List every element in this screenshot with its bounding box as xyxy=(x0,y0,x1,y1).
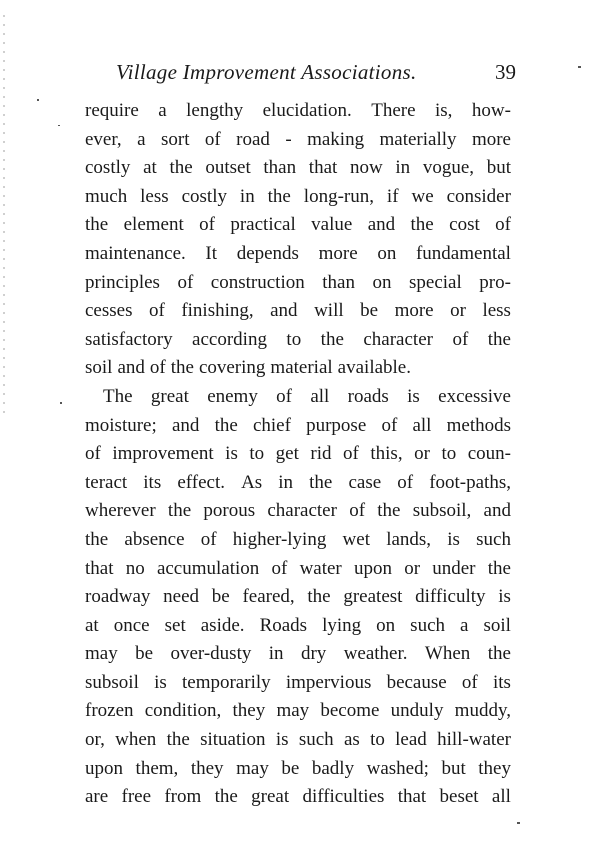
word: and xyxy=(483,500,511,522)
scan-speck xyxy=(517,822,520,824)
word: of xyxy=(461,671,478,693)
word: they xyxy=(478,757,511,779)
word: dry xyxy=(300,643,327,665)
word: porous xyxy=(203,500,256,522)
word: roads xyxy=(347,385,389,407)
word: because xyxy=(386,671,447,693)
word: making xyxy=(307,128,365,150)
text-line xyxy=(85,326,511,355)
word: the xyxy=(85,214,109,236)
word: available. xyxy=(337,357,411,379)
word: the xyxy=(410,214,434,236)
scan-speck xyxy=(60,402,62,404)
text-line xyxy=(85,126,511,155)
word: need xyxy=(163,586,200,608)
word: the xyxy=(167,500,192,522)
word: vogue, xyxy=(422,157,475,179)
word: road xyxy=(236,128,270,150)
word: when xyxy=(115,729,157,751)
word: of xyxy=(149,357,166,379)
word: we xyxy=(411,185,434,207)
word: muddy, xyxy=(454,700,511,722)
word: situation xyxy=(200,729,266,751)
scan-speck xyxy=(37,99,39,101)
word: satisfactory xyxy=(85,328,173,350)
word: the xyxy=(487,643,511,665)
word: washed; xyxy=(366,757,429,779)
word: to xyxy=(441,443,457,465)
word: accumulation xyxy=(156,557,260,579)
text-line xyxy=(85,583,511,612)
word: and xyxy=(367,214,396,236)
word: may xyxy=(276,700,310,722)
word: consider xyxy=(446,185,511,207)
scan-speck xyxy=(58,125,60,126)
word: elucidation. xyxy=(262,100,352,121)
word: be xyxy=(281,757,300,779)
word: hill-water xyxy=(437,729,511,751)
text-line xyxy=(85,240,511,269)
word: temporarily xyxy=(181,671,271,693)
word: There xyxy=(371,100,416,121)
word: of xyxy=(85,443,101,465)
word: but xyxy=(441,757,466,779)
word: - xyxy=(285,128,292,150)
word: the xyxy=(487,557,511,579)
word: great xyxy=(150,385,189,407)
text-line xyxy=(85,526,511,555)
word: cost xyxy=(449,214,480,236)
word: the xyxy=(320,328,344,350)
word: chief xyxy=(252,414,291,436)
text-line xyxy=(85,726,511,755)
word: may xyxy=(236,757,269,779)
text-line xyxy=(85,555,511,584)
word: costly xyxy=(85,157,131,179)
word: of xyxy=(200,528,217,550)
word: difficulties xyxy=(302,786,385,808)
word: may xyxy=(85,643,118,665)
word: the xyxy=(170,357,194,379)
word: subsoil xyxy=(85,671,139,693)
word: more xyxy=(318,242,358,264)
word: its xyxy=(143,471,162,493)
word: or xyxy=(404,557,421,579)
word: improvement xyxy=(112,443,214,465)
word: the xyxy=(309,471,333,493)
word: of xyxy=(271,557,288,579)
word: this, xyxy=(370,443,403,465)
word: teract xyxy=(85,471,128,493)
word: frozen xyxy=(85,700,134,722)
word: practical xyxy=(230,214,296,236)
text-line xyxy=(85,440,511,469)
word: be xyxy=(360,300,379,322)
word: moisture; xyxy=(85,414,157,436)
word: upon xyxy=(353,557,392,579)
word: the xyxy=(214,786,238,808)
word: soil xyxy=(483,614,511,636)
word: or, xyxy=(85,729,105,751)
word: construction xyxy=(210,271,305,293)
word: the xyxy=(166,729,190,751)
word: in xyxy=(278,471,294,493)
word: or xyxy=(414,443,430,465)
text-line xyxy=(85,154,511,183)
word: the xyxy=(214,414,238,436)
word: is xyxy=(407,385,420,407)
word: such xyxy=(476,528,511,550)
word: more xyxy=(394,300,434,322)
word: methods xyxy=(446,414,511,436)
word: get xyxy=(275,443,299,465)
word: of xyxy=(381,414,398,436)
word: once xyxy=(113,614,150,636)
word: wet xyxy=(342,528,370,550)
word: lying xyxy=(322,614,362,636)
word: to xyxy=(249,443,265,465)
word: higher-lying xyxy=(232,528,327,550)
word: the xyxy=(377,500,401,522)
word: a xyxy=(460,614,469,636)
word: a xyxy=(158,100,167,121)
word: no xyxy=(125,557,145,579)
word: sort xyxy=(160,128,190,150)
word: than xyxy=(263,157,297,179)
word: cesses xyxy=(85,300,133,322)
word: that xyxy=(308,157,338,179)
word: beset xyxy=(439,786,479,808)
word: be xyxy=(135,643,154,665)
word: greatest xyxy=(343,586,403,608)
word: roadway xyxy=(85,586,151,608)
word: of xyxy=(204,128,221,150)
word: water xyxy=(299,557,342,579)
word: lengthy xyxy=(186,100,244,121)
word: of xyxy=(177,271,194,293)
text-line xyxy=(85,469,511,498)
word: unduly xyxy=(390,700,444,722)
word: become xyxy=(320,700,380,722)
word: at xyxy=(143,157,157,179)
word: them, xyxy=(135,757,179,779)
word: is xyxy=(498,586,511,608)
text-line xyxy=(85,755,511,784)
word: material xyxy=(270,357,333,379)
word: The xyxy=(103,385,133,407)
word: in xyxy=(239,185,255,207)
scan-margin-artifact xyxy=(3,15,5,415)
word: wherever xyxy=(85,500,156,522)
word: its xyxy=(492,671,511,693)
text-line xyxy=(85,497,511,526)
body-text xyxy=(85,97,511,812)
text-line xyxy=(85,97,511,126)
word: badly xyxy=(311,757,355,779)
text-line xyxy=(85,697,511,726)
word: on xyxy=(376,614,396,636)
word: character xyxy=(267,500,337,522)
word: to xyxy=(370,729,385,751)
word: of xyxy=(148,300,165,322)
word: subsoil, xyxy=(412,500,472,522)
word: special xyxy=(409,271,462,293)
word: such xyxy=(298,729,334,751)
word: they xyxy=(190,757,224,779)
word: ever, xyxy=(85,128,122,150)
word: aside. xyxy=(200,614,245,636)
word: the xyxy=(267,185,291,207)
running-head xyxy=(116,55,516,89)
text-line xyxy=(85,783,511,812)
word: on xyxy=(372,271,392,293)
word: purpose xyxy=(306,414,367,436)
word: over-dusty xyxy=(170,643,252,665)
word: value xyxy=(311,214,353,236)
word: require xyxy=(85,100,139,121)
word: finishing, xyxy=(181,300,254,322)
word: soil xyxy=(85,357,113,379)
word: under xyxy=(432,557,476,579)
word: all xyxy=(310,385,330,407)
word: element xyxy=(123,214,184,236)
word: than xyxy=(322,271,355,293)
word: is, xyxy=(435,100,453,121)
word: outset xyxy=(205,157,251,179)
word: but xyxy=(486,157,511,179)
word: a xyxy=(137,128,146,150)
word: When xyxy=(424,643,471,665)
word: on xyxy=(377,242,397,264)
word: that xyxy=(85,557,114,579)
word: how- xyxy=(471,100,511,121)
word: the xyxy=(85,528,109,550)
word: weather. xyxy=(343,643,408,665)
word: free xyxy=(121,786,152,808)
text-line xyxy=(85,183,511,212)
word: case xyxy=(348,471,382,493)
word: lands, xyxy=(386,528,432,550)
word: of xyxy=(397,471,414,493)
word: as xyxy=(343,729,360,751)
text-line xyxy=(85,669,511,698)
word: condition, xyxy=(144,700,222,722)
word: if xyxy=(386,185,399,207)
word: upon xyxy=(85,757,123,779)
text-line xyxy=(85,297,511,326)
word: Roads xyxy=(259,614,308,636)
word: depends xyxy=(236,242,299,264)
word: pro- xyxy=(479,271,511,293)
word: rid xyxy=(310,443,332,465)
word: of xyxy=(343,443,359,465)
word: is xyxy=(275,729,289,751)
word: and xyxy=(270,300,298,322)
word: coun- xyxy=(467,443,511,465)
text-line-paragraph-end xyxy=(85,354,511,383)
word: of xyxy=(452,328,469,350)
word: such xyxy=(410,614,445,636)
word: all xyxy=(491,786,511,808)
word: much xyxy=(85,185,128,207)
word: be xyxy=(211,586,230,608)
text-line xyxy=(85,211,511,240)
word: As xyxy=(241,471,263,493)
word: of xyxy=(276,385,292,407)
word: covering xyxy=(198,357,266,379)
word: more xyxy=(471,128,511,150)
scan-speck xyxy=(578,66,581,68)
text-line xyxy=(85,640,511,669)
word: now xyxy=(349,157,383,179)
text-line xyxy=(85,612,511,641)
word: is xyxy=(154,671,167,693)
word: fundamental xyxy=(415,242,511,264)
word: excessive xyxy=(438,385,511,407)
word: they xyxy=(232,700,266,722)
word: less xyxy=(482,300,511,322)
word: great xyxy=(251,786,290,808)
word: character xyxy=(363,328,433,350)
word: or xyxy=(450,300,466,322)
word: from xyxy=(164,786,202,808)
word: difficulty xyxy=(415,586,486,608)
word: It xyxy=(205,242,218,264)
word: enemy xyxy=(207,385,258,407)
word: impervious xyxy=(285,671,372,693)
running-title: Village Improvement Associations. xyxy=(116,60,417,84)
word: in xyxy=(268,643,284,665)
word: according xyxy=(192,328,267,350)
word: of xyxy=(349,500,366,522)
word: in xyxy=(395,157,411,179)
word: at xyxy=(85,614,99,636)
word: long-run, xyxy=(303,185,374,207)
word: effect. xyxy=(177,471,225,493)
word: absence xyxy=(124,528,185,550)
word: the xyxy=(487,328,511,350)
word: of xyxy=(495,214,511,236)
word: costly xyxy=(181,185,227,207)
text-line xyxy=(85,269,511,298)
page-number: 39 xyxy=(495,60,516,84)
word: are xyxy=(85,786,109,808)
word: is xyxy=(447,528,460,550)
word: materially xyxy=(379,128,457,150)
word: lead xyxy=(395,729,427,751)
word: feared, xyxy=(242,586,295,608)
word: the xyxy=(169,157,193,179)
word: and xyxy=(117,357,145,379)
text-line-paragraph-start xyxy=(85,383,511,412)
word: to xyxy=(286,328,302,350)
word: less xyxy=(140,185,169,207)
word: will xyxy=(314,300,344,322)
word: of xyxy=(199,214,215,236)
text-line xyxy=(85,412,511,441)
word: principles xyxy=(85,271,160,293)
word: maintenance. xyxy=(85,242,186,264)
word: foot-paths, xyxy=(429,471,511,493)
word: all xyxy=(412,414,432,436)
word: and xyxy=(171,414,200,436)
word: set xyxy=(164,614,186,636)
word: that xyxy=(397,786,427,808)
word: is xyxy=(225,443,238,465)
word: the xyxy=(307,586,331,608)
